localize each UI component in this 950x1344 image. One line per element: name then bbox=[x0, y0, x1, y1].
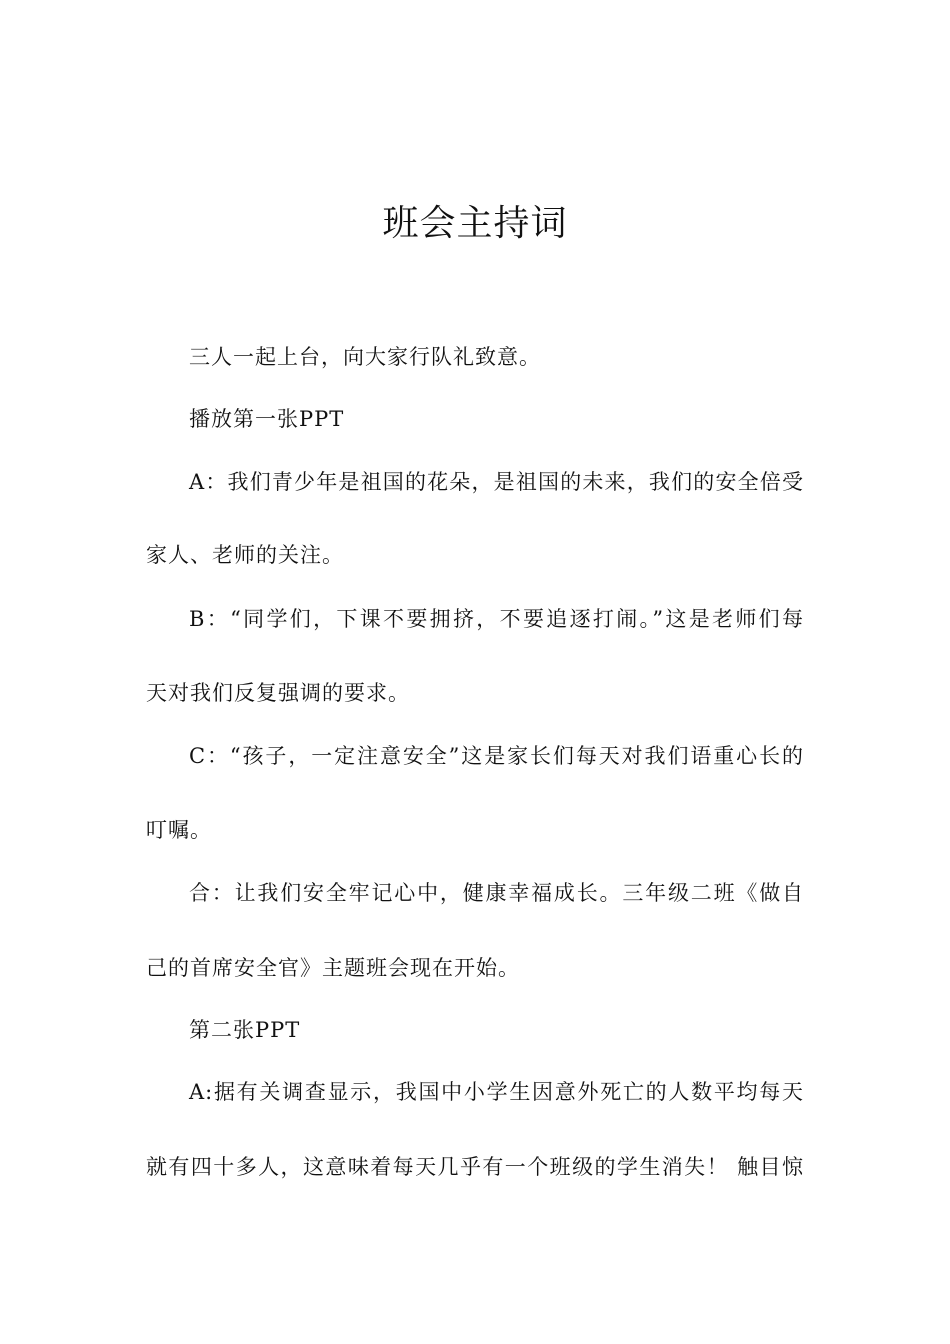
paragraph-line: C：“孩子，一定注意安全”这是家长们每天对我们语重心长的 bbox=[189, 744, 804, 768]
paragraph-line: 叮嘱。 bbox=[146, 818, 212, 842]
paragraph-line: B：“同学们，下课不要拥挤，不要追逐打闹。”这是老师们每 bbox=[189, 607, 804, 631]
paragraph-line: 就有四十多人，这意味着每天几乎有一个班级的学生消失！ 触目惊 bbox=[146, 1155, 804, 1179]
paragraph-line: 家人、老师的关注。 bbox=[146, 543, 344, 567]
paragraph-line: A:据有关调查显示，我国中小学生因意外死亡的人数平均每天 bbox=[189, 1080, 804, 1104]
paragraph-line: 己的首席安全官》主题班会现在开始。 bbox=[146, 956, 520, 980]
paragraph-line: 第二张PPT bbox=[189, 1018, 301, 1042]
paragraph-line: A：我们青少年是祖国的花朵，是祖国的未来，我们的安全倍受 bbox=[189, 470, 804, 494]
paragraph-line: 合：让我们安全牢记心中，健康幸福成长。三年级二班《做自 bbox=[189, 881, 804, 905]
paragraph-line: 三人一起上台，向大家行队礼致意。 bbox=[189, 345, 541, 369]
paragraph-line: 天对我们反复强调的要求。 bbox=[146, 681, 410, 705]
paragraph-line: 播放第一张PPT bbox=[189, 407, 345, 431]
document-title: 班会主持词 bbox=[382, 203, 568, 244]
